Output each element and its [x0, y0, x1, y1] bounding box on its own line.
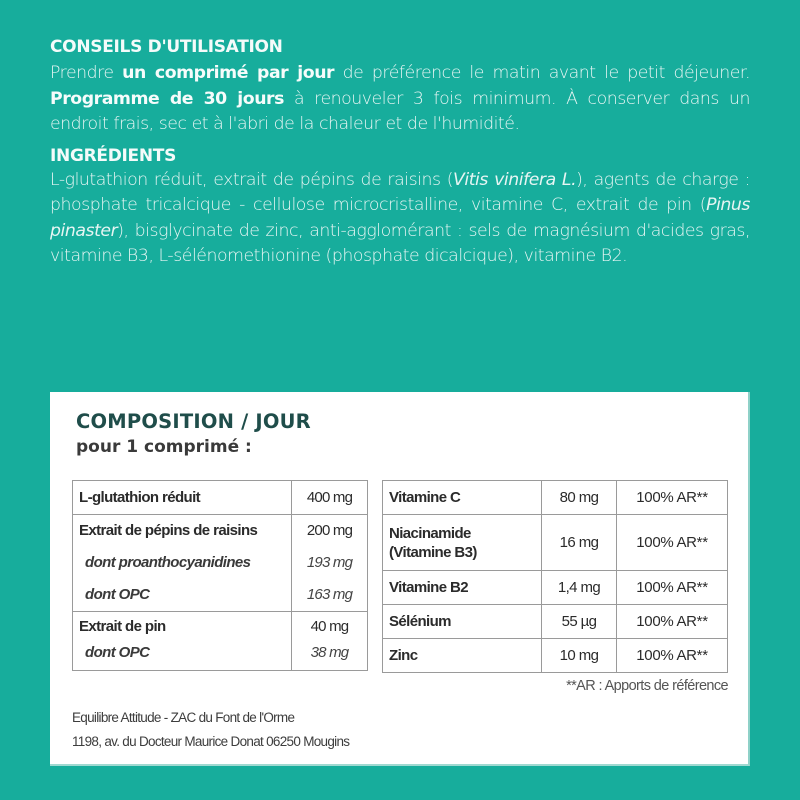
usage-text: Prendre	[50, 63, 123, 83]
ingredients-text: ), bisglycinate de zinc, anti-agglomérant : sels de magnésium d'acides gras, vitamine B3, L-sélénomethionine (phosphate dicalcique), vitamine B2.	[50, 220, 750, 266]
table-row	[383, 515, 728, 571]
ingredient-name: L-glutathion réduit	[79, 489, 201, 506]
ingredient-name-cell	[73, 515, 292, 612]
ingredient-value: 200 mg	[306, 522, 353, 539]
nutrient-name: (Vitamine B3)	[389, 543, 477, 561]
nutrient-ar: 100% AR**	[617, 605, 728, 639]
ingredient-name: Extrait de pépins de raisins	[79, 522, 258, 539]
address-line-2: 1198, av. du Docteur Maurice Donat 06250 Mougins	[72, 734, 350, 749]
nutrient-ar: 100% AR**	[617, 515, 728, 571]
ingredient-value-cell	[292, 612, 368, 671]
composition-subtitle: pour 1 comprimé :	[76, 437, 252, 457]
table-row	[73, 481, 368, 515]
ingredient-value-cell	[292, 481, 368, 515]
nutrient-value: 10 mg	[542, 639, 617, 673]
usage-text-bold: Programme de 30 jours	[50, 88, 284, 109]
nutrient-ar: 100% AR**	[617, 639, 728, 673]
nutrient-name: Vitamine C	[383, 481, 542, 515]
nutrient-value: 16 mg	[542, 515, 617, 571]
ingredient-subname: dont OPC	[85, 644, 150, 661]
usage-text-bold: un comprimé par jour	[122, 63, 335, 83]
table-row	[383, 481, 728, 515]
ingredient-subname: dont OPC	[85, 586, 150, 603]
table-row	[383, 639, 728, 673]
ingredients-text: ), agents de charge : phosphate tricalcique - cellulose microcristalline, vitamine C, extrait de pin (	[50, 169, 750, 215]
table-row	[73, 515, 368, 612]
ar-footnote: **AR : Apports de référence	[566, 678, 728, 694]
ingredients-latin-name: Pinus pinaster	[50, 195, 750, 241]
usage-text: de préférence le matin avant le petit déjeuner.	[334, 63, 750, 83]
nutrient-value: 55 µg	[542, 605, 617, 639]
ingredient-name-cell	[73, 481, 292, 515]
table-row	[383, 605, 728, 639]
table-row	[73, 612, 368, 671]
ingredient-subvalue: 38 mg	[310, 644, 349, 661]
ingredients-latin-name: Vitis vinifera L.	[453, 169, 577, 190]
composition-title: COMPOSITION / JOUR	[76, 410, 311, 433]
composition-table-right	[382, 480, 728, 673]
nutrient-name: Sélénium	[383, 605, 542, 639]
ingredient-value: 400 mg	[306, 489, 353, 506]
nutrient-ar: 100% AR**	[617, 571, 728, 605]
ingredient-value-cell	[292, 515, 368, 612]
nutrient-ar: 100% AR**	[617, 481, 728, 515]
nutrient-value: 80 mg	[542, 481, 617, 515]
usage-paragraph	[50, 61, 750, 138]
ingredient-value: 40 mg	[310, 618, 349, 635]
ingredient-name: Extrait de pin	[79, 618, 166, 635]
ingredient-subvalue: 193 mg	[306, 554, 353, 571]
nutrient-value: 1,4 mg	[542, 571, 617, 605]
address-line-1: Equilibre Attitude - ZAC du Font de l'Orme	[72, 710, 295, 725]
composition-table-left	[72, 480, 368, 671]
table-row	[383, 571, 728, 605]
composition-panel	[50, 392, 750, 766]
nutrient-name-cell	[383, 515, 542, 571]
manufacturer-address	[72, 706, 349, 754]
nutrient-name: Vitamine B2	[383, 571, 542, 605]
ingredient-name-cell	[73, 612, 292, 671]
ingredients-title: INGRÉDIENTS	[50, 145, 177, 166]
ingredients-text: L-glutathion réduit, extrait de pépins de raisins (	[50, 169, 453, 190]
text-area	[50, 36, 750, 270]
ingredient-subvalue: 163 mg	[306, 586, 353, 603]
usage-title: CONSEILS D'UTILISATION	[50, 37, 283, 57]
ingredients-paragraph	[50, 168, 750, 270]
usage-text: à renouveler 3 fois minimum. À conserver dans un endroit frais, sec et à l'abri de la chaleur et de l'humidité.	[50, 88, 750, 134]
nutrient-name: Niacinamide	[389, 524, 471, 542]
nutrient-name: Zinc	[383, 639, 542, 673]
ingredient-subname: dont proanthocyanidines	[85, 554, 251, 571]
